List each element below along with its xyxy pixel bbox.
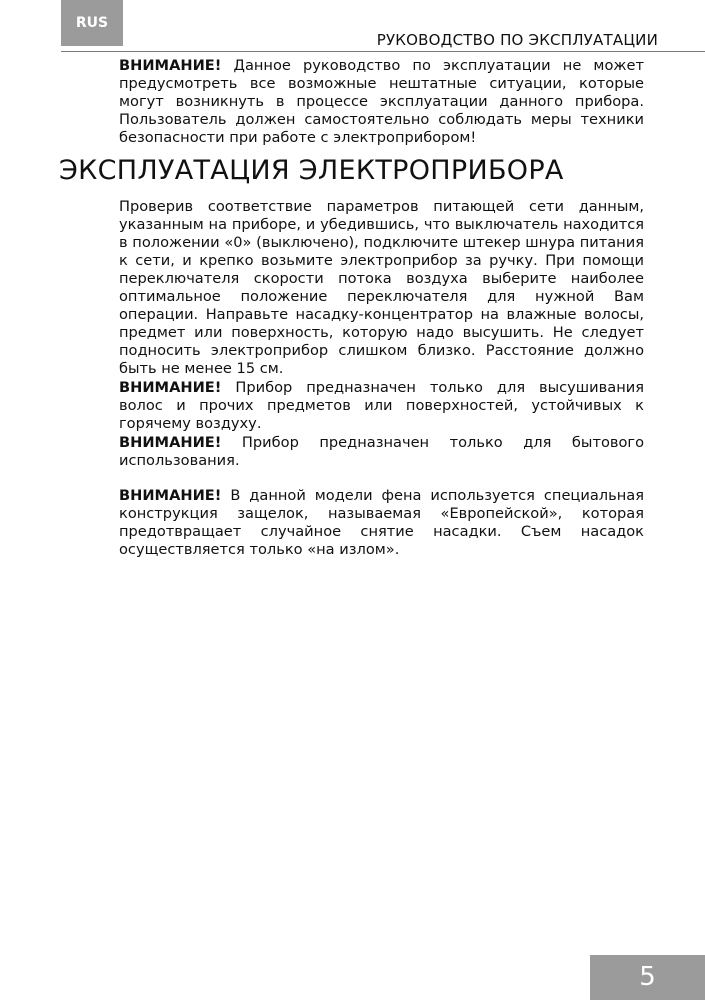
warning-text: Данное руководство по эксплуатации не может предусмотреть все возможные нештатные ситуации, которые могут возникнуть в процессе эксплуатации данного прибора. Пользователь должен самостоятельно соблюдать меры техники безопасности при работе с электроприбором! bbox=[119, 57, 644, 146]
warning-label: ВНИМАНИЕ! bbox=[119, 434, 222, 451]
warning-label: ВНИМАНИЕ! bbox=[119, 487, 222, 504]
warning-text: Прибор предназначен только для бытового использования. bbox=[119, 434, 644, 469]
intro-warning-paragraph bbox=[119, 57, 644, 147]
warning-paragraph-household-use bbox=[119, 434, 644, 470]
warning-paragraph-hair-only bbox=[119, 379, 644, 433]
warning-text: В данной модели фена используется специальная конструкция защелок, называемая «Европейской», которая предотвращает случайное снятие насадки. Съем насадок осуществляется только «на излом». bbox=[119, 487, 644, 558]
header-divider bbox=[61, 51, 705, 52]
warning-label: ВНИМАНИЕ! bbox=[119, 57, 222, 74]
warning-paragraph-latch-design bbox=[119, 487, 644, 559]
section-title: ЭКСПЛУАТАЦИЯ ЭЛЕКТРОПРИБОРА bbox=[59, 155, 564, 186]
running-header-title: РУКОВОДСТВО ПО ЭКСПЛУАТАЦИИ bbox=[376, 31, 658, 49]
operation-instructions-paragraph: Проверив соответствие параметров питающей сети данным, указанным на приборе, и убедившись, что выключатель находится в положении «0» (выключено), подключите штекер шнура питания к сети, и крепко возьмите электроприбор за ручку. При помощи переключателя скорости потока воздуха выберите наиболее оптимальное положение переключателя для нужной Вам операции. Направьте насадку-концентратор на влажные волосы, предмет или поверхность, которую надо высушить. Не следует подносить электроприбор слишком близко. Расстояние должно быть не менее 15 см. bbox=[119, 198, 644, 377]
page-number: 5 bbox=[590, 955, 705, 1000]
warning-text: Прибор предназначен только для высушивания волос и прочих предметов или поверхностей, устойчивых к горячему воздуху. bbox=[119, 379, 644, 432]
warning-label: ВНИМАНИЕ! bbox=[119, 379, 222, 396]
language-tab: RUS bbox=[61, 0, 123, 46]
